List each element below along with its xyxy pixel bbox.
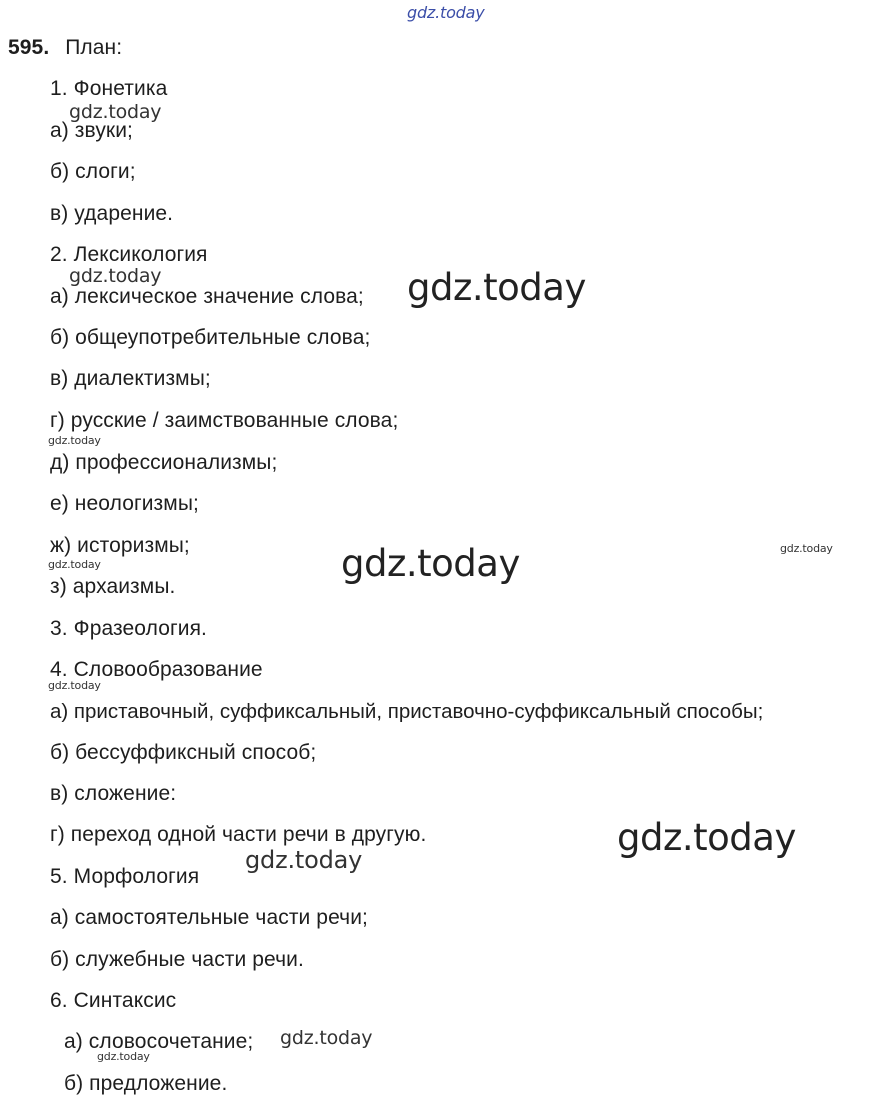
list-item: а) приставочный, суффиксальный, приставочно-суффиксальный способы; bbox=[50, 700, 764, 723]
list-item: 4. Словообразование bbox=[50, 658, 263, 681]
list-item: г) русские / заимствованные слова; bbox=[50, 409, 399, 432]
watermark: gdz.today bbox=[245, 846, 363, 874]
list-item: б) служебные части речи. bbox=[50, 948, 304, 971]
list-item: 6. Синтаксис bbox=[50, 989, 177, 1012]
list-item: 1. Фонетика bbox=[50, 77, 168, 100]
list-item: в) диалектизмы; bbox=[50, 367, 211, 390]
watermark-top: gdz.today bbox=[407, 3, 485, 22]
exercise-number: 595. bbox=[8, 36, 50, 59]
list-item: 5. Морфология bbox=[50, 865, 200, 888]
watermark: gdz.today bbox=[69, 265, 162, 287]
list-item: д) профессионализмы; bbox=[50, 451, 278, 474]
list-item: а) самостоятельные части речи; bbox=[50, 906, 368, 929]
list-item: б) общеупотребительные слова; bbox=[50, 326, 371, 349]
watermark: gdz.today bbox=[97, 1050, 150, 1063]
exercise-header bbox=[8, 35, 122, 61]
watermark: gdz.today bbox=[69, 101, 162, 123]
watermark: gdz.today bbox=[48, 679, 101, 692]
list-item: з) архаизмы. bbox=[50, 575, 176, 598]
list-item: б) бессуффиксный способ; bbox=[50, 741, 317, 764]
watermark: gdz.today bbox=[780, 542, 833, 555]
watermark: gdz.today bbox=[280, 1027, 373, 1049]
list-item: е) неологизмы; bbox=[50, 492, 199, 515]
list-item: а) лексическое значение слова; bbox=[50, 285, 364, 308]
list-item: 2. Лексикология bbox=[50, 243, 208, 266]
list-item: а) звуки; bbox=[50, 119, 133, 142]
watermark: gdz.today bbox=[341, 542, 520, 585]
watermark: gdz.today bbox=[48, 558, 101, 571]
watermark: gdz.today bbox=[407, 266, 586, 309]
watermark: gdz.today bbox=[617, 816, 796, 859]
list-item: ж) историзмы; bbox=[50, 534, 190, 557]
list-item: а) словосочетание; bbox=[64, 1030, 254, 1053]
list-item: в) сложение: bbox=[50, 782, 177, 805]
list-item: 3. Фразеология. bbox=[50, 617, 207, 640]
plan-title: План: bbox=[65, 36, 123, 59]
list-item: в) ударение. bbox=[50, 202, 174, 225]
list-item: г) переход одной части речи в другую. bbox=[50, 823, 427, 846]
list-item: б) слоги; bbox=[50, 160, 136, 183]
watermark: gdz.today bbox=[48, 434, 101, 447]
list-item: б) предложение. bbox=[64, 1072, 228, 1095]
